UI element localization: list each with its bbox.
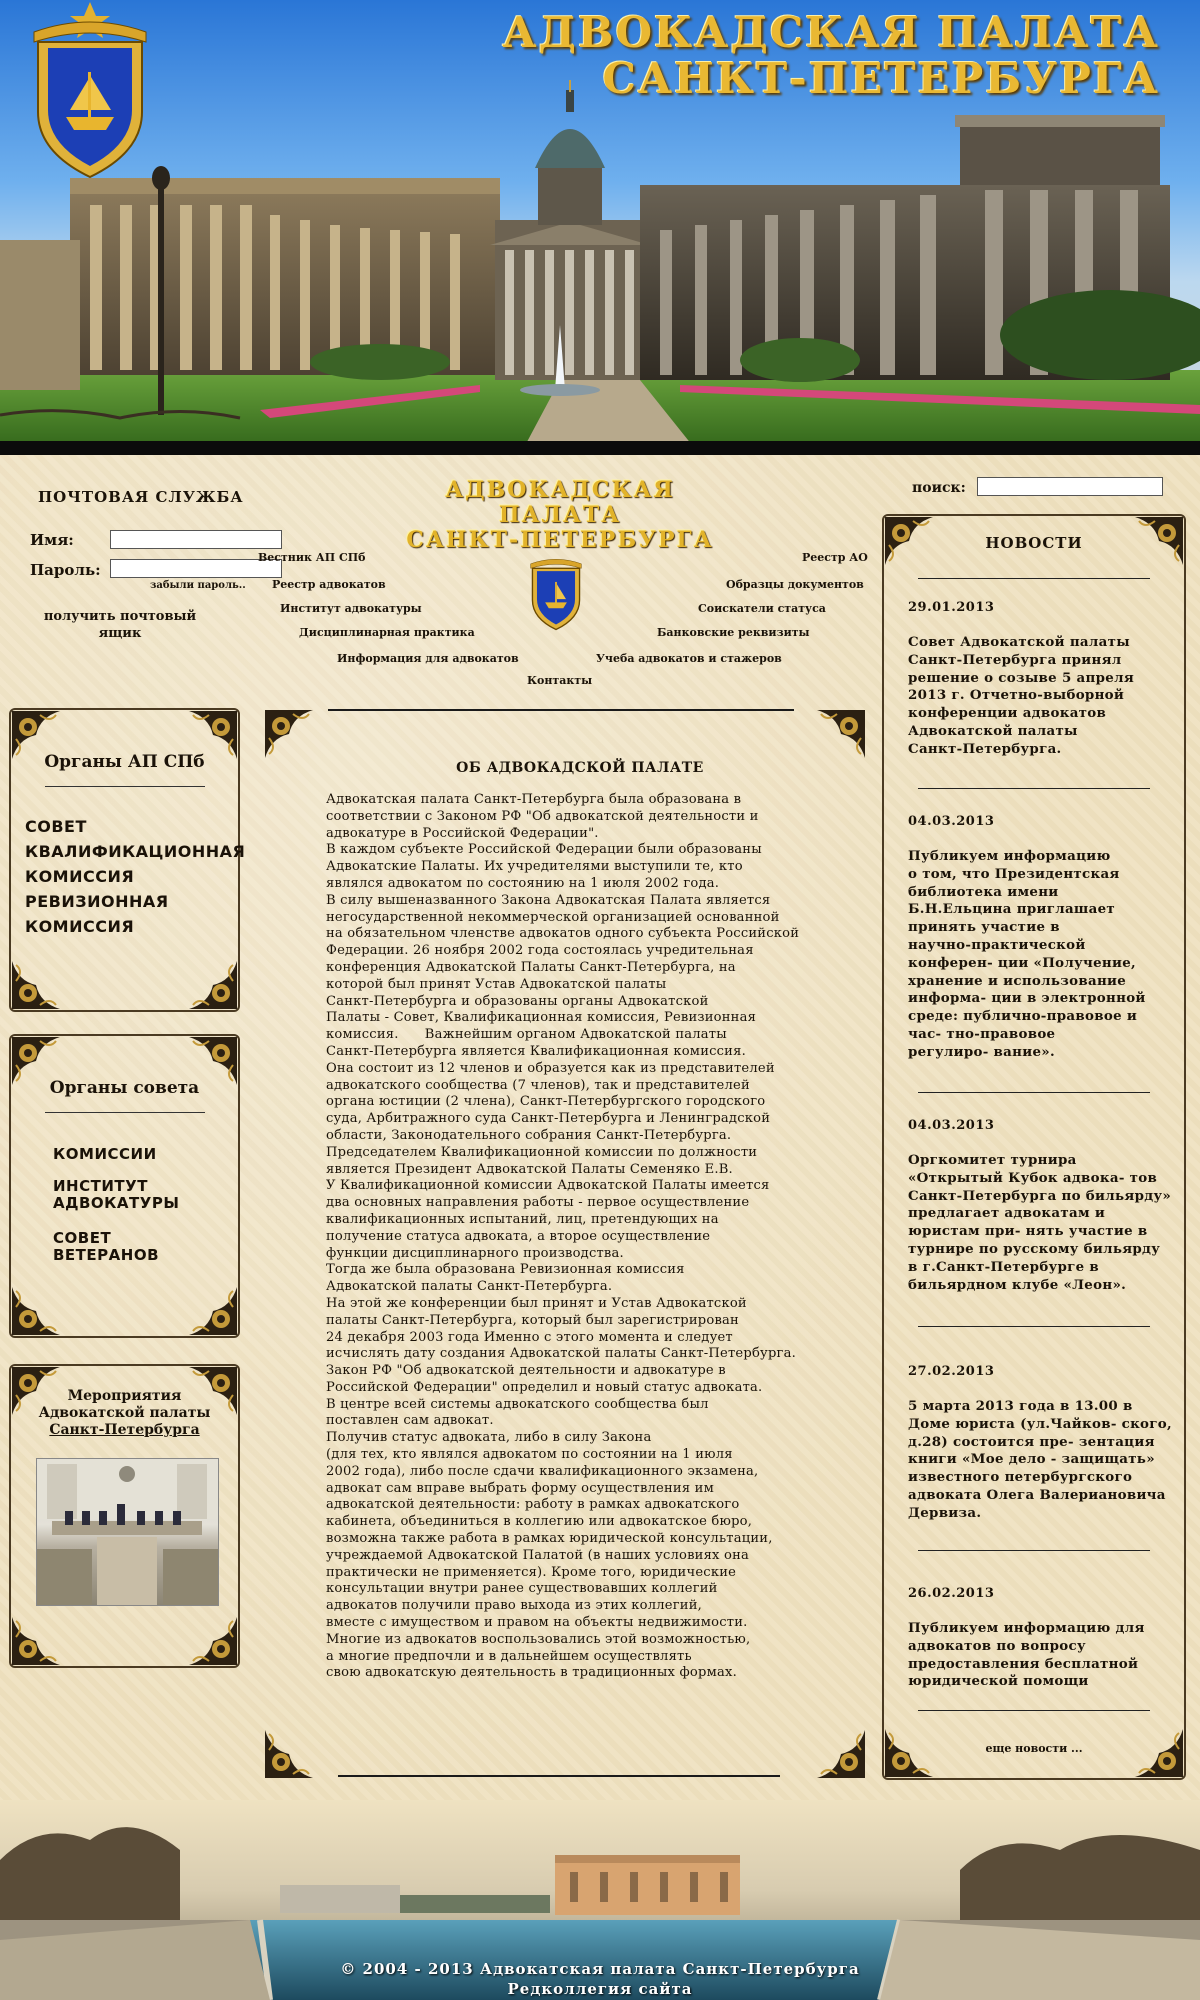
news-date: 04.03.2013	[908, 1118, 995, 1133]
ornament-corner-icon	[263, 708, 315, 760]
news-date: 27.02.2013	[908, 1364, 995, 1379]
nav-soiskateli[interactable]: Соискатели статуса	[698, 602, 826, 615]
search-label: поиск:	[912, 480, 966, 496]
ornament-corner-icon	[187, 1615, 239, 1667]
news-separator	[918, 1550, 1150, 1551]
council-item-label: ВЕТЕРАНОВ	[53, 1246, 159, 1264]
organs-box	[9, 708, 246, 1012]
news-separator	[918, 788, 1150, 789]
header-divider	[0, 441, 1200, 455]
header-title-line2: САНКТ-ПЕТЕРБУРГА	[602, 54, 1160, 103]
news-item-text[interactable]: 5 марта 2013 года в 13.00 в Доме юриста (ул.Чайков- ского, д.28) состоится пре- зентация книги «Мое дело - защищать» известного петербургского адвоката Олега Валериановича Дервиза.	[908, 1398, 1172, 1521]
events-title-line: Мероприятия	[67, 1388, 182, 1404]
news-date: 26.02.2013	[908, 1586, 995, 1601]
ornament-corner-icon	[815, 1728, 867, 1780]
ornament-corner-icon	[187, 959, 239, 1011]
more-news-link[interactable]: еще новости ...	[985, 1742, 1083, 1755]
council-item-institute[interactable]	[53, 1178, 179, 1212]
events-link[interactable]	[11, 1388, 238, 1439]
nav-reestr-ao[interactable]: Реестр АО	[802, 551, 868, 564]
nav-ucheba[interactable]: Учеба адвокатов и стажеров	[596, 652, 782, 665]
mail-service-title: ПОЧТОВАЯ СЛУЖБА	[38, 488, 244, 506]
organs-item[interactable]: СОВЕТ	[25, 817, 87, 836]
news-separator	[918, 1092, 1150, 1093]
ornament-corner-icon	[263, 1728, 315, 1780]
footer-copyright: © 2004 - 2013 Адвокатская палата Санкт-Петербурга	[340, 1960, 860, 1978]
center-title-line2: САНКТ-ПЕТЕРБУРГА	[406, 527, 714, 553]
center-title	[380, 478, 740, 553]
search-input[interactable]	[977, 477, 1163, 496]
council-item-commissions[interactable]	[53, 1146, 157, 1163]
news-date: 04.03.2013	[908, 814, 995, 829]
nav-info-advokatov[interactable]: Информация для адвокатов	[337, 652, 519, 665]
center-title-line1: АДВОКАДСКАЯ ПАЛАТА	[445, 477, 675, 528]
nav-reestr-advokatov[interactable]: Реестр адвокатов	[272, 578, 386, 591]
news-separator	[918, 578, 1150, 579]
council-item-label: АДВОКАТУРЫ	[53, 1194, 180, 1212]
organs-list	[25, 814, 245, 939]
news-box	[882, 514, 1186, 1780]
council-item-label: ИНСТИТУТ	[53, 1177, 148, 1195]
content-title: ОБ АДВОКАДСКОЙ ПАЛАТЕ	[456, 760, 704, 776]
news-date: 29.01.2013	[908, 600, 995, 615]
organs-title: Органы АП СПб	[44, 752, 205, 772]
organs-item[interactable]: КВАЛИФИКАЦИОННАЯ	[25, 842, 246, 861]
forgot-password-link[interactable]: забыли пароль..	[150, 580, 246, 591]
ornament-corner-icon	[187, 1285, 239, 1337]
ornament-corner-icon	[10, 959, 62, 1011]
password-label: Пароль:	[30, 561, 101, 579]
content-top-line	[328, 709, 794, 711]
council-item-veterans[interactable]	[53, 1230, 159, 1264]
events-title-line: Санкт-Петербурга	[49, 1422, 200, 1438]
content-body: Адвокатская палата Санкт-Петербурга была образована в соответствии с Законом РФ "Об адвокатской деятельности и адвокатуре в Российской Федерации". В каждом субъекте Российской Федерации были образованы Адвокатские Палаты. Их учредителями выступили те, кто являлся адвокатом по состоянию на 1 июля 2002 года. В силу вышеназванного Закона Адвокатская Палата является негосударственной некоммерческой организацией основанной на обязательном членстве адвокатов одного субъекта Российской Федерации. 26 ноября 2002 года состоялась учредительная конференция Адвокатской Палаты Санкт-Петербурга, на которой был принят Устав Адвокатской палаты Санкт-Петербурга и образованы органы Адвокатской Палаты - Совет, Квалификационная комиссия, Ревизионная комиссия. Важнейшим органом Адвокатской палаты Санкт-Петербурга является Квалификационная комиссия. Она состоит из 12 членов и образуется как из представителей адвокатского сообщества (7 членов), так и представителей органа юстиции (2 члена), Санкт-Петербургского городского суда, Арбитражного суда Санкт-Петербурга и Ленинградской области, Законодательного собрания Санкт-Петербурга. Председателем Квалификационной комиссии по должности является Президент Адвокатской Палаты Семеняко Е.В. У Квалификационной комиссии Адвокатской Палаты имеется два основных направления работы - первое осуществление квалификационных испытаний, лиц, претендующих на получение статуса адвоката, а второе осуществление функции дисциплинарного производства. Тогда же была образована Ревизионная комиссия Адвокатской палаты Санкт-Петербурга. На этой же конференции был принят и Устав Адвокатской палаты Санкт-Петербурга, который был зарегистрирован 24 декабря 2003 года Именно с этого момента и следует исчислять дату создания Адвокатской палаты Санкт-Петербурга. Закон РФ "Об адвокатской деятельности и адвокатуре в Российской Федерации" определил и новый статус адвоката. В центре всей системы адвокатского сообщества был поставлен сам адвокат. Получив статус адвоката, либо в силу Закона (для тех, кто являлся адвокатом по состоянии на 1 июля 2002 года), либо после сдачи квалификационного экзамена, адвокат сам вправе выбрать форму осуществления им адвокатской деятельности: работу в рамках адвокатского кабинета, объединиться в коллегию или адвокатское бюро, возможна также работа в рамках юридической консультации, учреждаемой Адвокатской Палатой (в наших условиях она практически не применяется). Кроме того, юридические консультации внутри ранее существовавших коллегий адвокатов получили право выхода из этих коллегий, вместе с имуществом и правом на объекты недвижимости. Многие из адвокатов воспользовались этой возможностью, а многие предпочли и в дальнейшем осуществлять свою адвокатскую деятельность в традиционных формах.	[326, 792, 800, 1681]
council-title-underline	[45, 1112, 205, 1113]
organs-item[interactable]: КОМИССИЯ	[25, 867, 135, 886]
news-separator	[918, 1710, 1150, 1711]
crest-icon	[26, 2, 154, 182]
ornament-corner-icon	[10, 1615, 62, 1667]
nav-disciplinary[interactable]: Дисциплинарная практика	[299, 626, 475, 639]
news-heading: НОВОСТИ	[985, 534, 1083, 552]
nav-institut[interactable]: Институт адвокатуры	[280, 602, 422, 615]
organs-item[interactable]: РЕВИЗИОННАЯ	[25, 892, 169, 911]
council-item-label: СОВЕТ	[53, 1229, 112, 1247]
conference-photo	[37, 1459, 218, 1605]
header-banner	[0, 0, 1200, 455]
events-box	[9, 1364, 240, 1668]
council-item-label: КОМИССИИ	[53, 1145, 157, 1163]
nav-bank[interactable]: Банковские реквизиты	[657, 626, 810, 639]
small-crest-icon	[527, 548, 585, 634]
council-box	[9, 1034, 240, 1338]
news-separator	[918, 1326, 1150, 1327]
nav-kontakty[interactable]: Контакты	[527, 674, 593, 687]
header-title-line1: АДВОКАДСКАЯ ПАЛАТА	[502, 8, 1160, 57]
nav-obrazcy[interactable]: Образцы документов	[726, 578, 864, 591]
nav-vestnik[interactable]: Вестник АП СПб	[258, 551, 366, 564]
footer-editorial-link[interactable]: Редколлегия сайта	[507, 1980, 693, 1998]
council-title: Органы совета	[49, 1078, 200, 1098]
news-item-text[interactable]: Совет Адвокатской палаты Санкт-Петербурга принял решение о созыве 5 апреля 2013 г. Отчетно-выборной конференции адвокатов Адвокатской палаты Санкт-Петербурга.	[908, 634, 1135, 757]
get-mailbox-link[interactable]: получить почтовый ящик	[43, 609, 197, 641]
content-bottom-line	[338, 1775, 780, 1777]
password-input[interactable]	[110, 559, 282, 578]
news-item-text[interactable]: Публикуем информацию для адвокатов по вопросу предоставления бесплатной юридической помощи	[908, 1620, 1145, 1690]
events-title-line: Адвокатской палаты	[38, 1405, 211, 1421]
news-item-text[interactable]: Оргкомитет турнира «Открытый Кубок адвока- тов Санкт-Петербурга по бильярду» предлагает адвокатам и юристам при- нять участие в турнире по русскому бильярду в г.Санкт-Петербурге в бильярдном клубе «Леон».	[908, 1152, 1172, 1293]
footer	[0, 1800, 1200, 2000]
events-photo[interactable]	[36, 1458, 219, 1606]
name-input[interactable]	[110, 530, 282, 549]
header-title	[502, 10, 1160, 102]
ornament-corner-icon	[10, 1285, 62, 1337]
name-label: Имя:	[30, 531, 74, 549]
news-item-text[interactable]: Публикуем информацию о том, что Президентская библиотека имени Б.Н.Ельцина приглашает принять участие в научно-практической конферен- ции «Получение, хранение и использование информа- ции в электронной среде: публично-правовое и час- тно-правовое регулиро- вание».	[908, 848, 1146, 1060]
organs-title-underline	[45, 786, 205, 787]
ornament-corner-icon	[815, 708, 867, 760]
organs-item[interactable]: КОМИССИЯ	[25, 917, 135, 936]
